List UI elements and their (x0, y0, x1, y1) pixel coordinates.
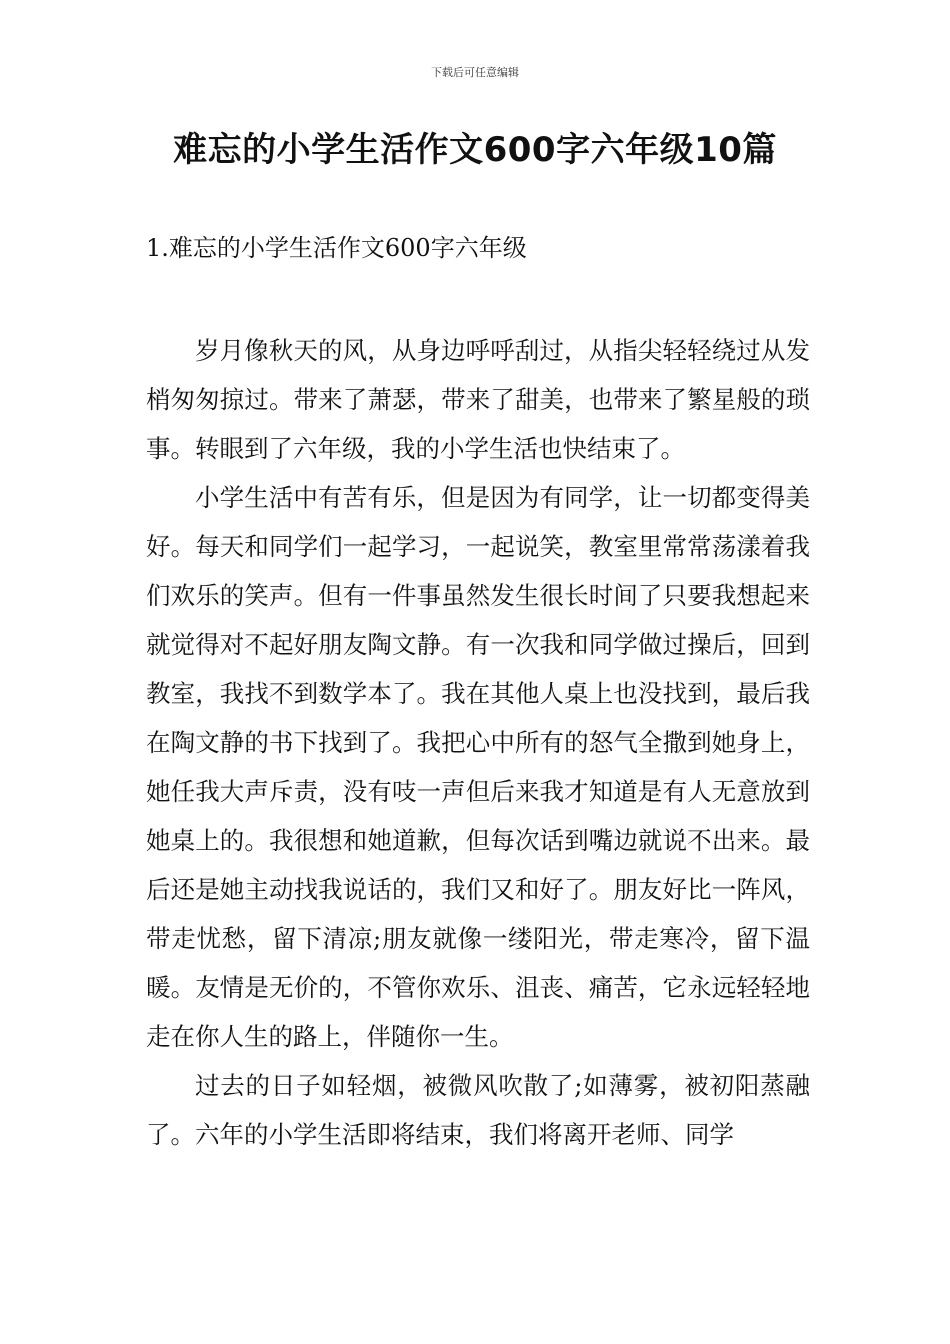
paragraph: 小学生活中有苦有乐，但是因为有同学，让一切都变得美好。每天和同学们一起学习，一起说笑，教室里常常荡漾着我们欢乐的笑声。但有一件事虽然发生很长时间了只要我想起来就觉得对不起好朋友陶文静。有一次我和同学做过操后，回到教室，我找不到数学本了。我在其他人桌上也没找到，最后我在陶文静的书下找到了。我把心中所有的怒气全撒到她身上，她任我大声斥责，没有吱一声但后来我才知道是有人无意放到她桌上的。我很想和她道歉，但每次话到嘴边就说不出来。最后还是她主动找我说话的，我们又和好了。朋友好比一阵风，带走忧愁，留下清凉;朋友就像一缕阳光，带走寒冷，留下温暖。友情是无价的，不管你欢乐、沮丧、痛苦，它永远轻轻地走在你人生的路上，伴随你一生。 (146, 483, 810, 1051)
section-heading: 1.难忘的小学生活作文600字六年级 (146, 234, 527, 262)
essay-body (146, 326, 810, 1159)
header-note: 下载后可任意编辑 (431, 66, 519, 79)
document-title: 难忘的小学生活作文600字六年级10篇 (173, 130, 777, 170)
paragraph: 岁月像秋天的风，从身边呼呼刮过，从指尖轻轻绕过从发梢匆匆掠过。带来了萧瑟，带来了甜美，也带来了繁星般的琐事。转眼到了六年级，我的小学生活也快结束了。 (146, 336, 810, 463)
paragraph: 过去的日子如轻烟，被微风吹散了;如薄雾，被初阳蒸融了。六年的小学生活即将结束，我们将离开老师、同学 (146, 1071, 810, 1149)
